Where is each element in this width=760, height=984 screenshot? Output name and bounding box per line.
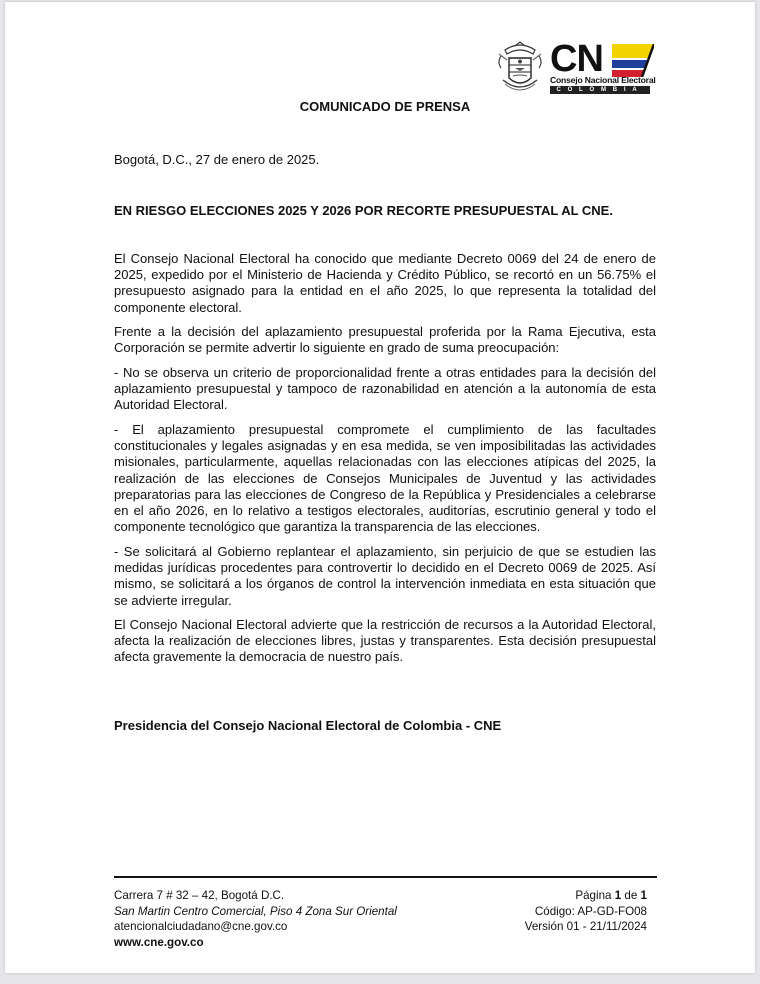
footer-doc-info bbox=[525, 888, 647, 935]
document-date: Bogotá, D.C., 27 de enero de 2025. bbox=[114, 152, 320, 167]
bullet-impact: - El aplazamiento presupuestal compromete el cumplimiento de las facultades constitucionales y legales asignadas y en esa medida, se ven imposibilitadas las actividades misionales, particularmente, aquellas relacionadas con las elecciones atípicas del 2025, la realización de las elecciones de Consejos Municipales de Juventud y las actividades preparatorias para las elecciones de Congreso de la República y Presidenciales a celebrarse en el año 2026, en lo relativo a testigos electorales, auditorías, escrutinio general y todo el componente tecnológico que garantiza la transparencia de las elecciones. bbox=[114, 422, 656, 535]
cne-brand bbox=[550, 38, 656, 95]
cne-letters: CN bbox=[550, 38, 603, 80]
coat-of-arms-icon bbox=[495, 40, 545, 96]
document-code: Código: AP-GD-FO08 bbox=[534, 904, 647, 918]
paragraph-conclusion: El Consejo Nacional Electoral advierte que la restricción de recursos a la Autoridad Electoral, afecta la realización de elecciones libres, justas y transparentes. Esta decisión presupuestal afecta gravemente la democracia de nuestro país. bbox=[114, 617, 656, 665]
bullet-proportionality: - No se observa un criterio de proporcionalidad frente a otras entidades para la decisión del aplazamiento presupuestal y tampoco de razonabilidad en atención a la autonomía de esta Autoridad Electoral. bbox=[114, 365, 656, 413]
footer-address: Carrera 7 # 32 – 42, Bogotá D.C. bbox=[114, 889, 285, 902]
footer-location: San Martin Centro Comercial, Piso 4 Zona Sur Oriental bbox=[114, 904, 397, 918]
footer-divider bbox=[114, 876, 657, 878]
footer-website[interactable]: www.cne.gov.co bbox=[114, 935, 204, 949]
cne-country: COLOMBIA bbox=[550, 86, 650, 94]
footer-email[interactable]: atencionalciudadano@cne.gov.co bbox=[114, 920, 288, 933]
page-total: 1 bbox=[640, 889, 647, 902]
headline: EN RIESGO ELECCIONES 2025 Y 2026 POR RECORTE PRESUPUESTAL AL CNE. bbox=[114, 203, 613, 218]
signature: Presidencia del Consejo Nacional Electoral de Colombia - CNE bbox=[114, 718, 502, 733]
paragraph-context: Frente a la decisión del aplazamiento presupuestal proferida por la Rama Ejecutiva, esta Corporación se permite advertir lo siguiente en grado de suma preocupación: bbox=[114, 324, 656, 356]
document-page bbox=[5, 2, 755, 973]
flag-e-icon bbox=[612, 44, 654, 77]
page-label: Página bbox=[575, 889, 612, 902]
page-of: de bbox=[624, 889, 638, 902]
footer-contact bbox=[114, 888, 397, 950]
page-indicator bbox=[525, 888, 647, 904]
document-title: COMUNICADO DE PRENSA bbox=[299, 99, 471, 114]
page-current: 1 bbox=[614, 889, 622, 902]
document-version: Versión 01 - 21/11/2024 bbox=[524, 920, 647, 933]
cne-subtitle: Consejo Nacional Electoral bbox=[550, 75, 656, 85]
paragraph-intro: El Consejo Nacional Electoral ha conocido que mediante Decreto 0069 del 24 de enero de 2025, expedido por el Ministerio de Hacienda y Crédito Público, se recortó en un 56.75% el presupuesto asignado para la entidad en el año 2025, lo que representa la totalidad del componente electoral. bbox=[114, 251, 656, 315]
cne-logo bbox=[495, 40, 655, 96]
bullet-request: - Se solicitará al Gobierno replantear el aplazamiento, sin perjuicio de que se estudien las medidas jurídicas procedentes para controvertir lo decidido en el Decreto 0069 de 2025. Así mismo, se solicitará a los órganos de control la intervención inmediata en esta situación que se advierte irregular. bbox=[114, 544, 656, 608]
